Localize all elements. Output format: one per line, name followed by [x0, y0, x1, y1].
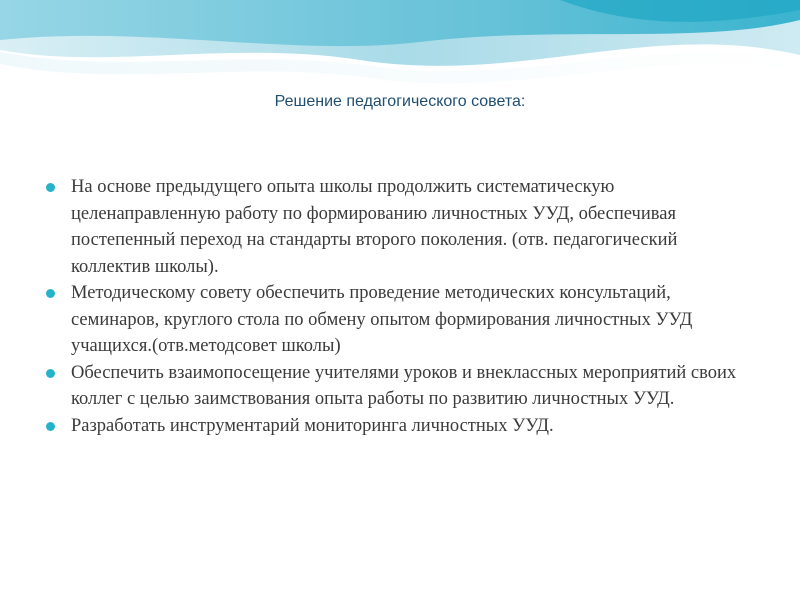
- list-item: [41, 174, 761, 280]
- bullet-dot-icon: [46, 289, 55, 298]
- list-item-text: На основе предыдущего опыта школы продолжить систематическую целенаправленную работу по формированию личностных УУД, обеспечивая постепенный переход на стандарты второго поколения. (отв. педагогический коллектив школы).: [71, 177, 678, 277]
- decision-list: [41, 174, 761, 439]
- list-item-text: Обеспечить взаимопосещение учителями уроков и внеклассных мероприятий своих коллег с целью заимствования опыта работы по развитию личностных УУД.: [71, 362, 737, 409]
- list-item-text: Разработать инструментарий мониторинга личностных УУД.: [71, 415, 554, 436]
- list-item: [41, 413, 761, 440]
- list-item: [41, 360, 761, 413]
- slide-title: Решение педагогического совета:: [274, 93, 526, 110]
- bullet-dot-icon: [46, 369, 55, 378]
- list-item-text: Методическому совету обеспечить проведение методических консультаций, семинаров, круглого стола по обмену опытом формирования личностных УУД учащихся.(отв.методсовет школы): [71, 283, 693, 356]
- list-item: [41, 280, 761, 360]
- bullet-dot-icon: [46, 422, 55, 431]
- bullet-dot-icon: [46, 183, 55, 192]
